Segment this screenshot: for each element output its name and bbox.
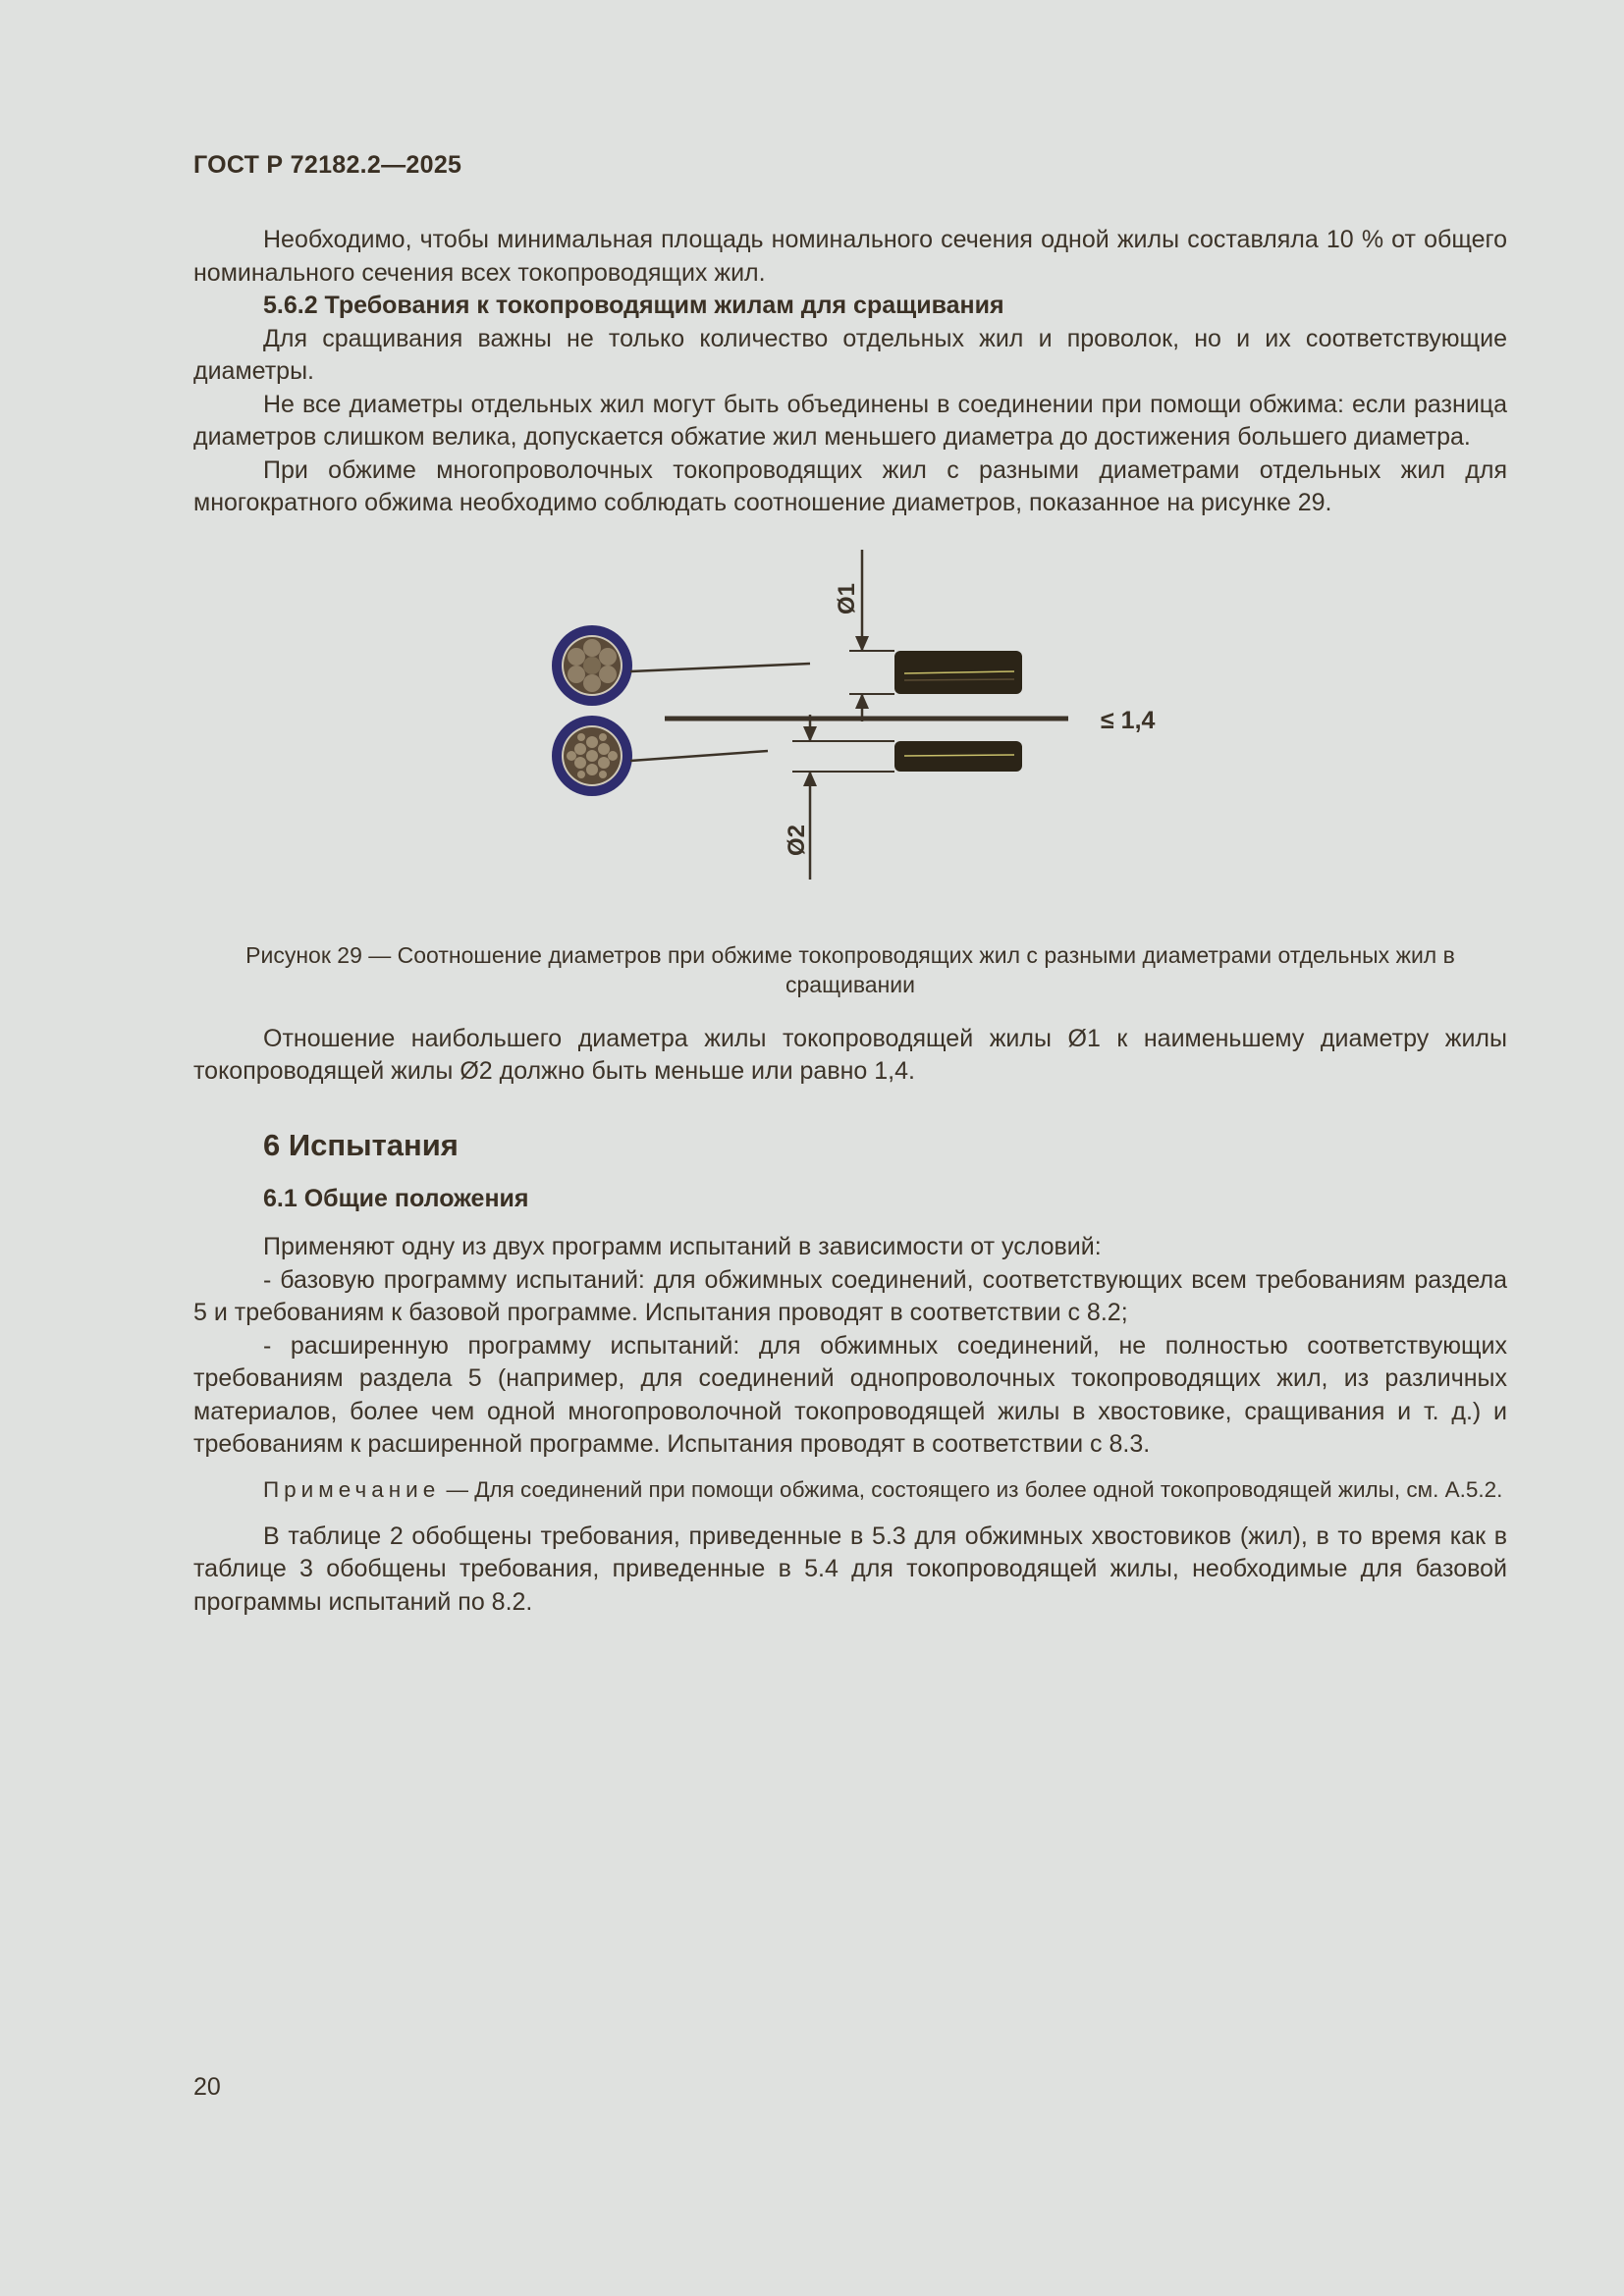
paragraph: В таблице 2 обобщены требования, приведенные в 5.3 для обжимных хвостовиков (жил), в то время как в таблице 3 обобщены требования, приведенные в 5.4 для токопроводящей жилы, необходимые для базовой программы испытаний по 8.2.: [193, 1522, 1507, 1616]
label-ratio: ≤ 1,4: [1101, 706, 1156, 734]
paragraph: Для сращивания важны не только количество отдельных жил и проволок, но и их соответствующие диаметры.: [193, 324, 1507, 385]
paragraph: При обжиме многопроволочных токопроводящих жил с разными диаметрами отдельных жил для многократного обжима необходимо соблюдать соотношение диаметров, показанное на рисунке 29.: [193, 455, 1507, 516]
arrow-down-icon: [855, 636, 869, 652]
list-item: - расширенную программу испытаний: для обжимных соединений, не полностью соответствующих требованиям раздела 5 (например, для соединений однопроволочных токопроводящих жил, из различных материалов, более чем одной многопроволочной токопроводящей жилы в хвостовике, сращивания и т. д.) и требованиям к расширенной программе. Испытания проводят в соответствии с 8.3.: [193, 1331, 1507, 1458]
leader-line: [630, 751, 768, 761]
paragraph: Применяют одну из двух программ испытаний в зависимости от условий:: [263, 1233, 1102, 1260]
figure-29: [193, 550, 1507, 933]
arrow-up-icon: [855, 693, 869, 709]
list-item: - базовую программу испытаний: для обжимных соединений, соответствующих всем требованиям раздела 5 и требованиям к базовой программе. Испытания проводят в соответствии с 8.2;: [193, 1265, 1507, 1326]
page-number: 20: [193, 2073, 221, 2101]
figure-caption: Рисунок 29 — Соотношение диаметров при обжиме токопроводящих жил с разными диаметрами отдельных жил в сращивании: [245, 941, 1455, 997]
leader-line: [630, 664, 810, 671]
note-label: Примечание: [263, 1476, 441, 1502]
wire-bundle-large-icon: [894, 651, 1022, 694]
cable-cross-section-large-icon: [552, 625, 632, 706]
arrow-up-icon: [803, 771, 817, 786]
document-code-header: ГОСТ Р 72182.2—2025: [193, 151, 462, 179]
diameter-ratio-diagram: [193, 550, 1507, 933]
arrow-down-icon: [803, 726, 817, 742]
label-d2: Ø2: [784, 824, 810, 856]
paragraph: Необходимо, чтобы минимальная площадь номинального сечения одной жилы составляла 10 % от общего номинального сечения всех токопроводящих жил.: [193, 226, 1507, 287]
subsection-title-5-6-2: 5.6.2 Требования к токопроводящим жилам для сращивания: [263, 292, 1004, 319]
note: [193, 1475, 1507, 1505]
page-content: [193, 224, 1507, 1619]
label-d1: Ø1: [834, 582, 860, 614]
paragraph: Отношение наибольшего диаметра жилы токопроводящей жилы Ø1 к наименьшему диаметру жилы токопроводящей жилы Ø2 должно быть меньше или равно 1,4.: [193, 1024, 1507, 1085]
subsection-title-6-1: 6.1 Общие положения: [263, 1184, 529, 1212]
section-title-6: 6 Испытания: [263, 1127, 459, 1162]
paragraph: Не все диаметры отдельных жил могут быть объединены в соединении при помощи обжима: если разница диаметров слишком велика, допускается обжатие жил меньшего диаметра до достижения большего диаметра.: [193, 390, 1507, 451]
cable-cross-section-small-icon: [552, 716, 632, 796]
note-text: — Для соединений при помощи обжима, состоящего из более одной токопроводящей жилы, см. А.5.2.: [440, 1476, 1503, 1502]
wire-bundle-small-icon: [894, 741, 1022, 772]
